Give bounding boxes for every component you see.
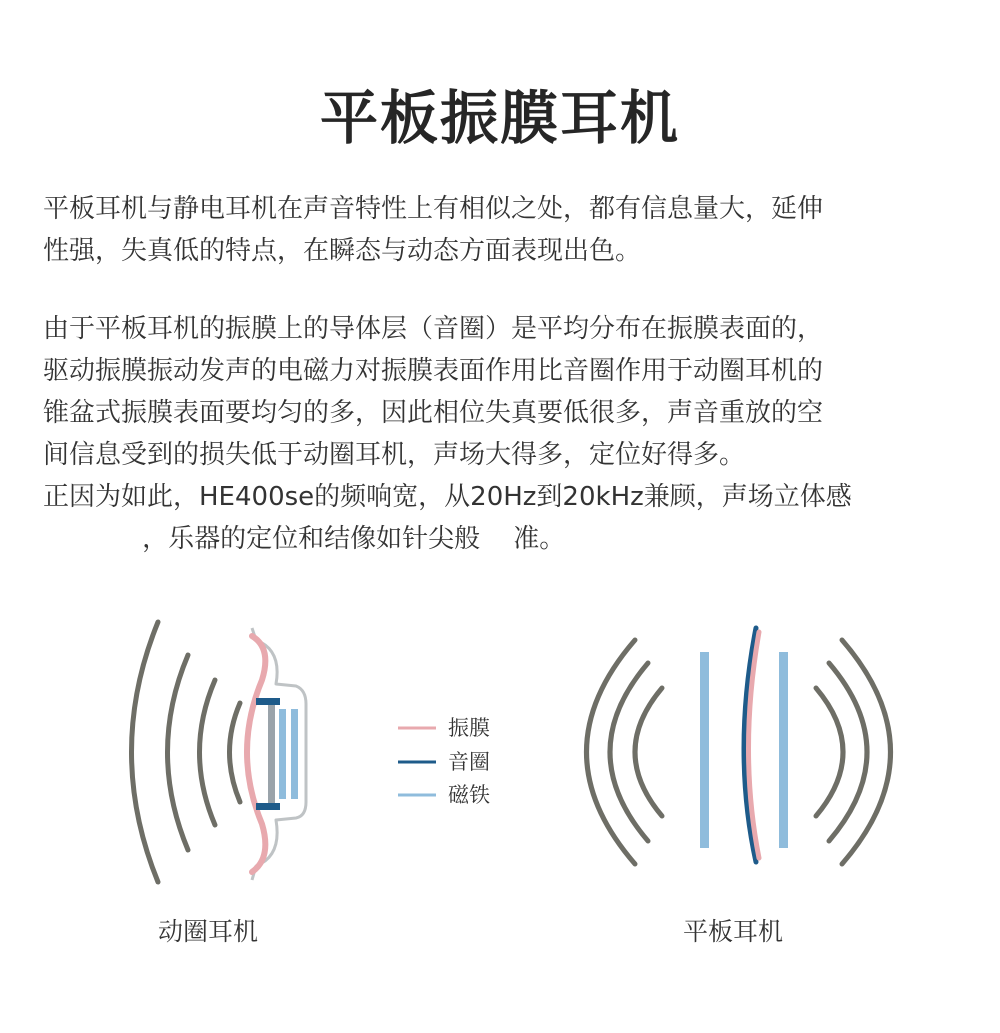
legend-label-magnet: 磁铁 bbox=[448, 783, 490, 807]
text-line: 平板耳机与静电耳机在声音特性上有相似之处，都有信息量大，延伸 bbox=[43, 194, 824, 224]
text-line: 性强，失真低的特点，在瞬态与动态方面表现出色。 bbox=[43, 236, 642, 266]
legend bbox=[398, 716, 490, 807]
voice-coil-former bbox=[268, 705, 275, 803]
driver-comparison-diagram bbox=[0, 600, 1000, 900]
sound-wave bbox=[168, 655, 189, 850]
sound-wave bbox=[132, 622, 159, 882]
sound-wave bbox=[610, 663, 648, 841]
sound-wave bbox=[816, 688, 843, 816]
magnet bbox=[291, 709, 298, 799]
dynamic-driver-diagram bbox=[132, 622, 307, 882]
text-line: ，乐器的定位和结像如针尖般 准。 bbox=[43, 524, 566, 554]
legend-label-voice-coil: 音圈 bbox=[448, 750, 490, 774]
text-line: 驱动振膜振动发声的电磁力对振膜表面作用比音圈作用于动圈耳机的 bbox=[43, 356, 824, 386]
text-line: 锥盆式振膜表面要均匀的多，因此相位失真要低很多，声音重放的空 bbox=[43, 398, 824, 428]
page-title: 平板振膜耳机 bbox=[319, 84, 680, 152]
magnet bbox=[279, 709, 286, 799]
text-line: 由于平板耳机的振膜上的导体层（音圈）是平均分布在振膜表面的， bbox=[43, 314, 824, 344]
intro-paragraph bbox=[43, 188, 963, 272]
voice-coil bbox=[256, 698, 280, 705]
sound-wave bbox=[230, 703, 241, 802]
caption-planar-driver: 平板耳机 bbox=[683, 917, 784, 946]
voice-coil bbox=[256, 803, 280, 810]
sound-wave bbox=[200, 680, 216, 825]
diaphragm bbox=[247, 636, 265, 872]
text-line: 间信息受到的损失低于动圈耳机，声场大得多，定位好得多。 bbox=[43, 440, 746, 470]
magnet bbox=[779, 652, 788, 848]
text-line: 正因为如此，HE400se的频响宽，从20Hz到20kHz兼顾，声场立体感 bbox=[43, 482, 852, 512]
detail-paragraph bbox=[43, 308, 963, 560]
sound-wave bbox=[635, 688, 662, 816]
caption-dynamic-driver: 动圈耳机 bbox=[158, 917, 259, 946]
legend-label-diaphragm: 振膜 bbox=[448, 716, 490, 740]
magnet bbox=[700, 652, 709, 848]
planar-driver-diagram bbox=[587, 628, 891, 864]
sound-wave bbox=[829, 663, 867, 841]
